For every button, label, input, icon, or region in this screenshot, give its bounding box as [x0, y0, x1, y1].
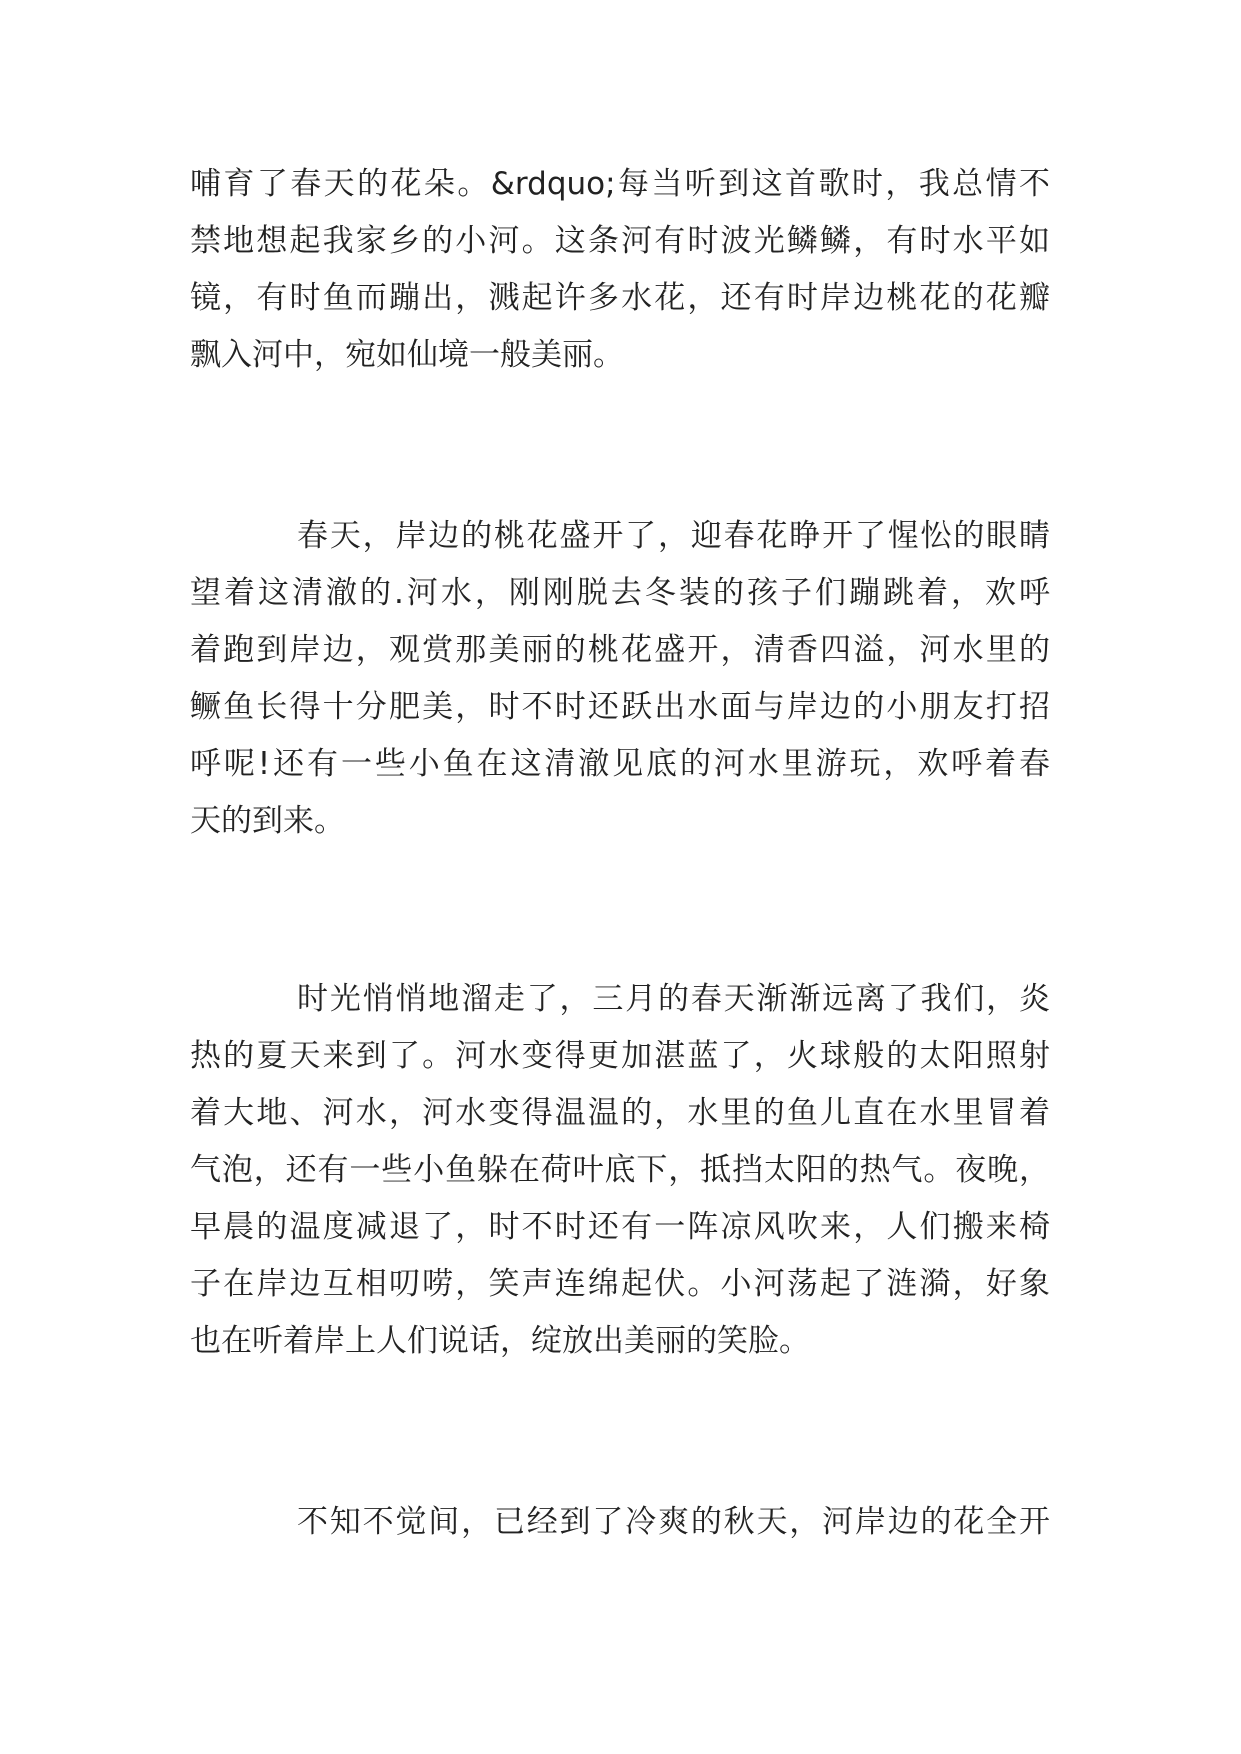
paragraph-3-line-3: 着大地、河水，河水变得温温的，水里的鱼儿直在水里冒着 — [190, 1095, 1050, 1131]
paragraph-1-line-4: 飘入河中，宛如仙境一般美丽。 — [190, 337, 624, 373]
paragraph-2-line-3: 着跑到岸边，观赏那美丽的桃花盛开，清香四溢，河水里的 — [190, 632, 1050, 668]
paragraph-3-line-6: 子在岸边互相叨唠，笑声连绵起伏。小河荡起了涟漪，好象 — [190, 1266, 1050, 1302]
paragraph-2-line-4: 鳜鱼长得十分肥美，时不时还跃出水面与岸边的小朋友打招 — [190, 689, 1050, 725]
paragraph-3-line-7: 也在听着岸上人们说话，绽放出美丽的笑脸。 — [190, 1323, 810, 1359]
paragraph-3-line-5: 早晨的温度减退了，时不时还有一阵凉风吹来，人们搬来椅 — [190, 1209, 1050, 1245]
paragraph-2-line-5: 呼呢!还有一些小鱼在这清澈见底的河水里游玩，欢呼着春 — [190, 746, 1050, 782]
paragraph-1-line-2: 禁地想起我家乡的小河。这条河有时波光鳞鳞，有时水平如 — [190, 223, 1050, 259]
paragraph-4-line-1: 不知不觉间，已经到了冷爽的秋天，河岸边的花全开 — [297, 1504, 1050, 1540]
paragraph-2-line-1: 春天，岸边的桃花盛开了，迎春花睁开了惺忪的眼睛 — [297, 518, 1050, 554]
paragraph-2-line-6: 天的到来。 — [190, 803, 345, 839]
paragraph-2-line-2: 望着这清澈的.河水，刚刚脱去冬装的孩子们蹦跳着，欢呼 — [190, 575, 1050, 611]
paragraph-3-line-4: 气泡，还有一些小鱼躲在荷叶底下，抵挡太阳的热气。夜晚， — [190, 1152, 1050, 1188]
paragraph-3-line-2: 热的夏天来到了。河水变得更加湛蓝了，火球般的太阳照射 — [190, 1038, 1050, 1074]
paragraph-1-line-3: 镜，有时鱼而蹦出，溅起许多水花，还有时岸边桃花的花瓣 — [190, 280, 1050, 316]
paragraph-3-line-1: 时光悄悄地溜走了，三月的春天渐渐远离了我们，炎 — [297, 981, 1050, 1017]
paragraph-1-line-1: 哺育了春天的花朵。&rdquo;每当听到这首歌时，我总情不 — [190, 166, 1050, 202]
